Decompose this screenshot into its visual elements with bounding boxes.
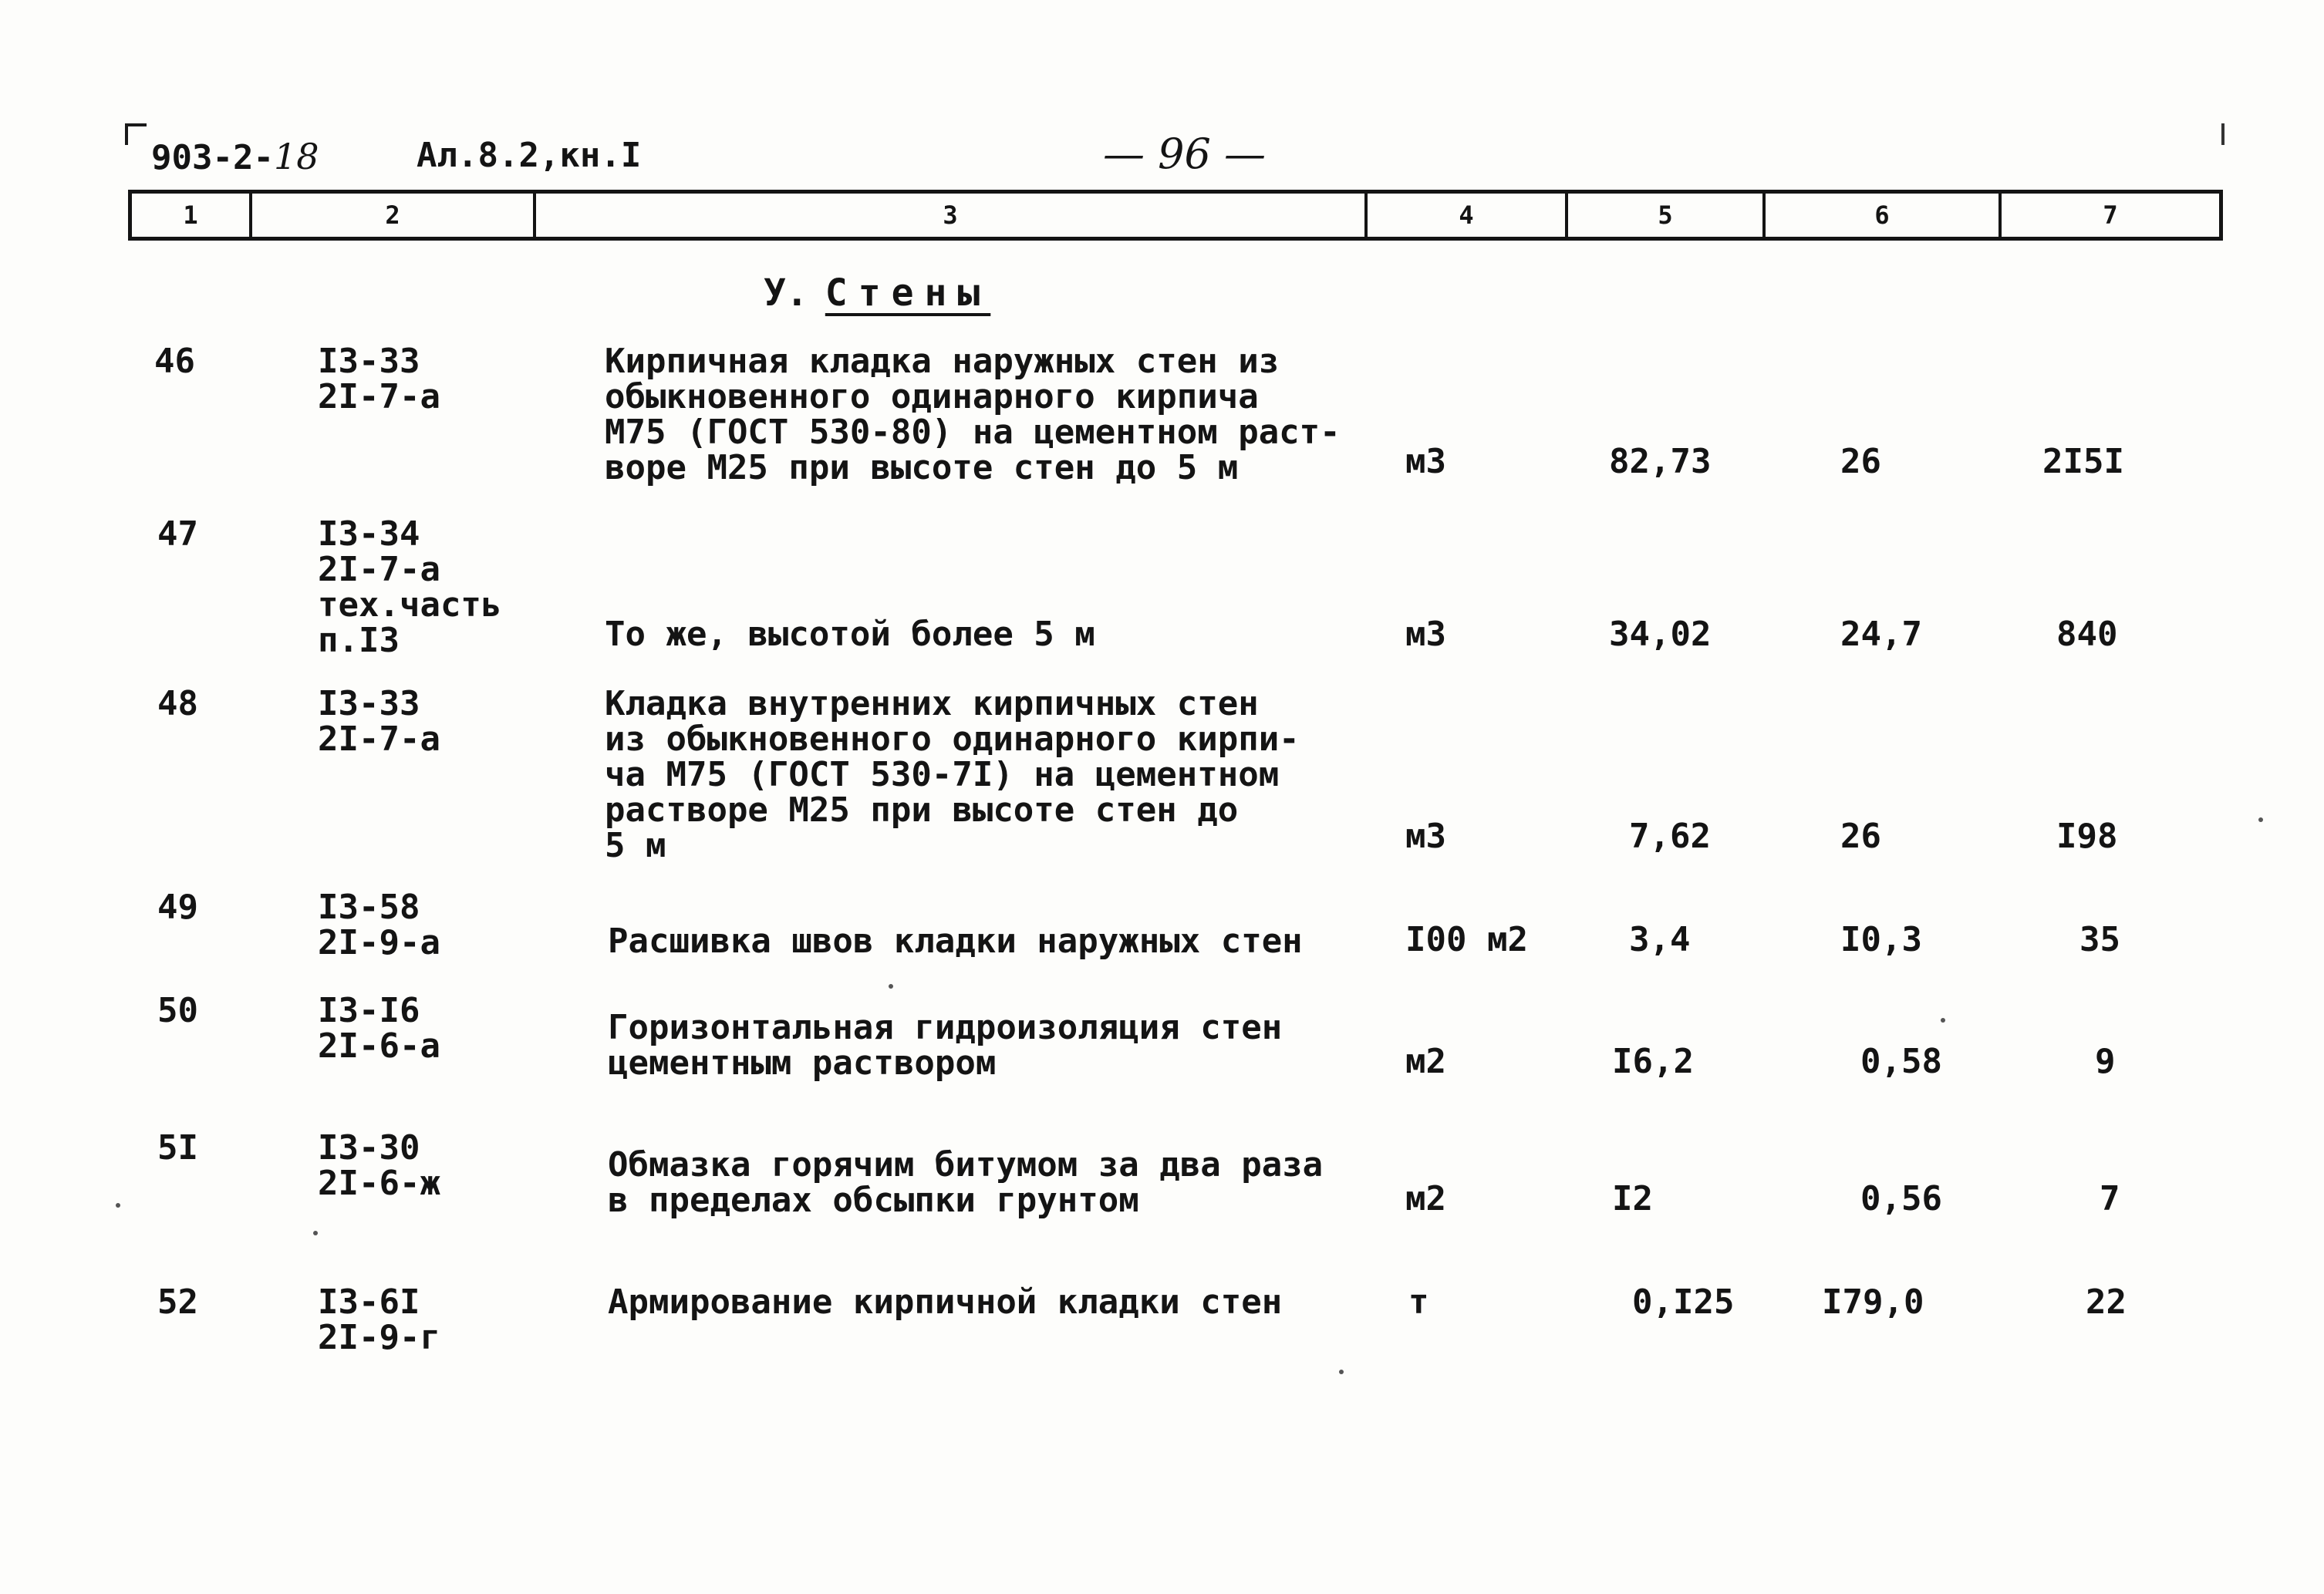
row-50-code-line: 2I-6-а xyxy=(318,1026,440,1066)
row-50-desc-line: цементным раствором xyxy=(608,1043,997,1083)
scan-speck xyxy=(313,1231,318,1235)
row-47-code-line: I3-34 xyxy=(318,514,420,554)
row-46-code xyxy=(318,344,440,415)
row-49-code xyxy=(318,890,440,961)
row-51-code-line: 2I-6-ж xyxy=(318,1164,440,1203)
row-50-total: 9 xyxy=(2095,1042,2116,1081)
row-52-desc-line: Армирование кирпичной кладки стен xyxy=(608,1282,1283,1322)
row-49-code-line: I3-58 xyxy=(318,888,420,927)
row-48-desc-line: ча М75 (ГОСТ 530-7I) на цементном xyxy=(605,755,1280,794)
row-52-number: 52 xyxy=(157,1282,198,1322)
row-47-code xyxy=(318,514,502,660)
row-51-number: 5I xyxy=(157,1128,198,1168)
row-46-unit: м3 xyxy=(1405,442,1446,481)
row-51-code xyxy=(318,1128,440,1203)
row-47-unit: м3 xyxy=(1405,615,1446,654)
row-51-total: 7 xyxy=(2100,1179,2120,1218)
scan-speck xyxy=(116,1203,120,1208)
row-49-total: 35 xyxy=(2079,920,2120,959)
row-46-code-line: 2I-7-а xyxy=(318,377,440,416)
row-49-unit-price: I0,3 xyxy=(1840,920,1922,959)
scan-speck xyxy=(889,984,893,989)
row-52-code xyxy=(318,1282,440,1357)
row-47-code-line: 2I-7-а xyxy=(318,550,440,589)
doc-code xyxy=(151,136,319,177)
row-48-code-line: I3-33 xyxy=(318,684,420,723)
row-49-number: 49 xyxy=(157,888,198,927)
row-48-unit: м3 xyxy=(1405,817,1446,856)
row-51-code-line: I3-30 xyxy=(318,1128,420,1168)
row-48-desc-line: растворе М25 при высоте стен до xyxy=(605,790,1239,830)
row-46-code-line: I3-33 xyxy=(318,342,420,381)
row-51-quantity: I2 xyxy=(1612,1179,1653,1218)
row-52-unit: т xyxy=(1408,1282,1429,1322)
row-50-quantity: I6,2 xyxy=(1612,1042,1694,1081)
row-52-total: 22 xyxy=(2086,1282,2127,1322)
row-47-code-line: п.I3 xyxy=(318,621,400,660)
row-46-quantity: 82,73 xyxy=(1609,442,1712,481)
scan-speck xyxy=(1339,1370,1344,1374)
row-47-desc-line: То же, высотой более 5 м xyxy=(605,615,1095,654)
column-header xyxy=(128,190,2223,241)
row-47-description xyxy=(605,617,1095,652)
column-number-6: 6 xyxy=(1766,194,2002,237)
row-49-code-line: 2I-9-а xyxy=(318,923,440,962)
row-52-code-line: 2I-9-г xyxy=(318,1318,440,1357)
row-47-quantity: 34,02 xyxy=(1609,615,1712,654)
margin-tick xyxy=(2221,123,2224,145)
row-52-unit-price: I79,0 xyxy=(1822,1282,1924,1322)
doc-code-handwritten: 18 xyxy=(273,136,319,177)
column-number-7: 7 xyxy=(2103,201,2118,230)
row-46-desc-line: Кирпичная кладка наружных стен из xyxy=(605,342,1280,381)
row-50-code xyxy=(318,993,440,1064)
row-51-desc-line: в пределах обсыпки грунтом xyxy=(608,1181,1139,1220)
row-50-number: 50 xyxy=(157,991,198,1030)
row-51-desc-line: Обмазка горячим битумом за два раза xyxy=(608,1145,1324,1185)
row-49-desc-line: Расшивка швов кладки наружных стен xyxy=(608,922,1303,961)
row-46-unit-price: 26 xyxy=(1840,442,1881,481)
row-46-desc-line: воре М25 при высоте стен до 5 м xyxy=(605,448,1239,487)
row-48-desc-line: из обыкновенного одинарного кирпи- xyxy=(605,719,1300,759)
column-number-4: 4 xyxy=(1368,194,1568,237)
row-47-total: 840 xyxy=(2056,615,2118,654)
row-51-description xyxy=(608,1147,1323,1218)
row-46-total: 2I5I xyxy=(2042,442,2124,481)
row-48-number: 48 xyxy=(157,684,198,723)
column-number-1: 1 xyxy=(132,194,252,237)
row-48-desc-line: 5 м xyxy=(605,826,666,865)
doc-code-printed: 903-2- xyxy=(151,138,274,177)
row-48-code xyxy=(318,686,440,757)
row-48-description xyxy=(605,686,1300,864)
corner-mark xyxy=(125,123,147,145)
scan-speck xyxy=(2258,817,2263,822)
section-number: У. xyxy=(764,271,808,315)
row-46-desc-line: М75 (ГОСТ 530-80) на цементном раст- xyxy=(605,413,1341,452)
row-48-desc-line: Кладка внутренних кирпичных стен xyxy=(605,684,1259,723)
row-48-total: I98 xyxy=(2056,817,2118,856)
album-reference: Ал.8.2,кн.I xyxy=(417,136,642,175)
row-50-code-line: I3-I6 xyxy=(318,991,420,1030)
row-46-desc-line: обыкновенного одинарного кирпича xyxy=(605,377,1259,416)
row-47-number: 47 xyxy=(157,514,198,554)
scan-speck xyxy=(1941,1018,1945,1023)
row-47-code-line: тех.часть xyxy=(318,585,502,625)
row-52-code-line: I3-6I xyxy=(318,1282,420,1322)
row-46-description xyxy=(605,344,1341,486)
row-50-unit: м2 xyxy=(1405,1042,1446,1081)
row-51-unit-price: 0,56 xyxy=(1860,1179,1942,1218)
row-48-code-line: 2I-7-а xyxy=(318,719,440,759)
row-52-quantity: 0,I25 xyxy=(1632,1282,1735,1322)
column-number-5: 5 xyxy=(1568,194,1766,237)
page-number: — 96 — xyxy=(1103,130,1267,178)
column-number-2: 2 xyxy=(252,194,536,237)
row-52-description xyxy=(608,1282,1283,1322)
row-49-unit: I00 м2 xyxy=(1405,920,1528,959)
section-title xyxy=(764,271,990,315)
row-47-unit-price: 24,7 xyxy=(1840,615,1922,654)
row-50-unit-price: 0,58 xyxy=(1860,1042,1942,1081)
row-46-number: 46 xyxy=(154,342,195,381)
row-48-unit-price: 26 xyxy=(1840,817,1881,856)
row-50-desc-line: Горизонтальная гидроизоляция стен xyxy=(608,1008,1283,1047)
section-name: Стены xyxy=(825,271,991,315)
row-51-unit: м2 xyxy=(1405,1179,1446,1218)
row-49-quantity: 3,4 xyxy=(1629,920,1691,959)
row-50-description xyxy=(608,1010,1282,1081)
column-number-3: 3 xyxy=(536,194,1368,237)
row-49-description xyxy=(608,924,1303,959)
row-48-quantity: 7,62 xyxy=(1629,817,1711,856)
